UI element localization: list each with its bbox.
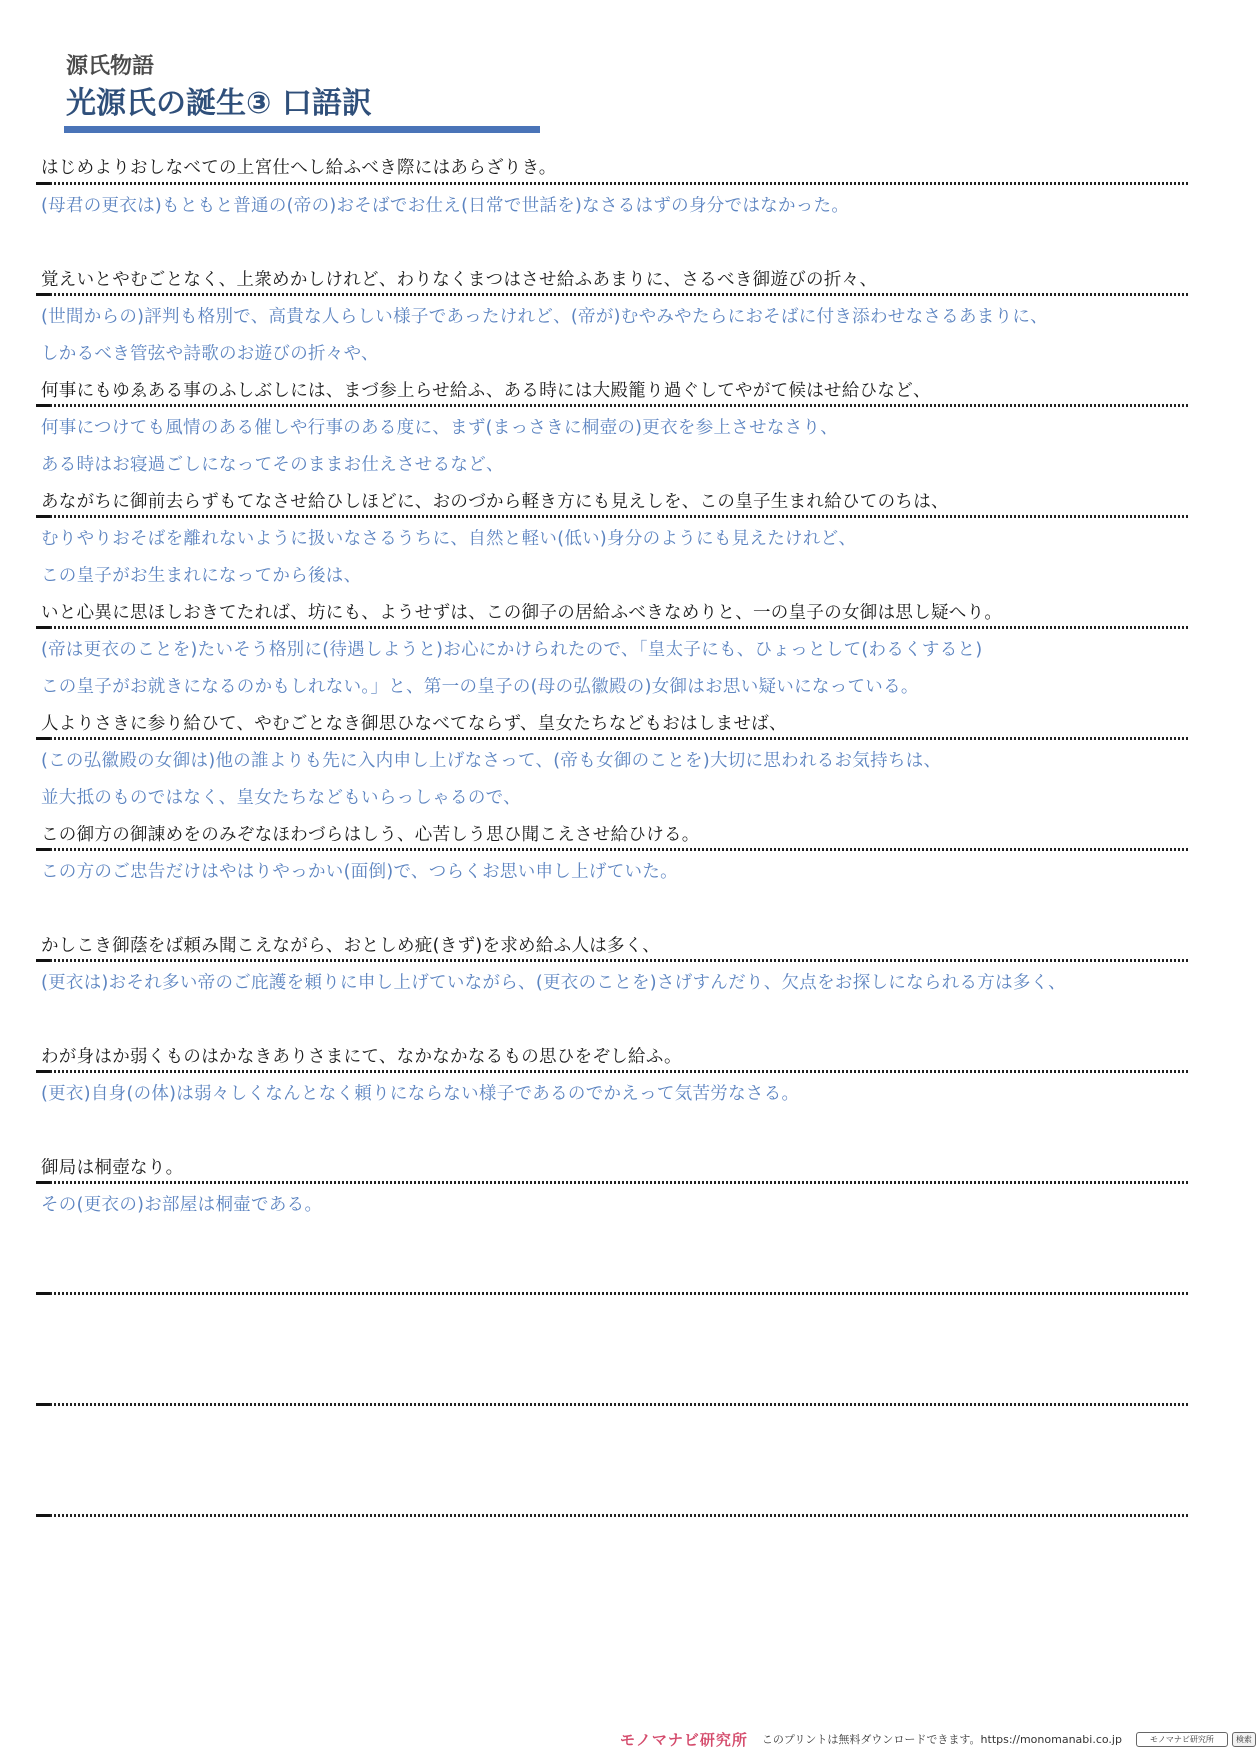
work-title: 源氏物語 [66, 54, 155, 79]
translation-line: しかるべき管弦や詩歌のお遊びの折々や、 [41, 344, 379, 364]
translation-line: (この弘徽殿の女御は)他の誰よりも先に入内申し上げなさって、(帝も女御のことを)大切に思われるお気持ちは、 [41, 751, 942, 771]
original-line: いと心異に思ほしおきてたれば、坊にも、ようせずは、この御子の居給ふべきなめりと、一の皇子の女御は思し疑へり。 [41, 603, 1003, 623]
translation-line: この方のご忠告だけはやはりやっかい(面倒)で、つらくお思い申し上げていた。 [41, 862, 678, 882]
translation-line: (母君の更衣は)もともと普通の(帝の)おそばでお仕え(日常で世話を)なさるはずの身分ではなかった。 [41, 196, 850, 216]
dotted-rule [36, 515, 1189, 518]
search-button: 検索 [1232, 1732, 1256, 1747]
dotted-rule [36, 626, 1189, 629]
dotted-rule [36, 1292, 1189, 1295]
translation-line: この皇子がお生まれになってから後は、 [41, 566, 362, 586]
dotted-rule [36, 848, 1189, 851]
original-line: かしこき御蔭をば頼み聞こえながら、おとしめ疵(きず)を求め給ふ人は多く、 [41, 936, 661, 956]
footer [620, 1726, 1256, 1752]
translation-line: (更衣は)おそれ多い帝のご庇護を頼りに申し上げていながら、(更衣のことを)さげすんだり、欠点をお探しになられる方は多く、 [41, 973, 1066, 993]
dotted-rule [36, 959, 1189, 962]
translation-line: 並大抵のものではなく、皇女たちなどもいらっしゃるので、 [41, 788, 521, 808]
translation-line: 何事につけても風情のある催しや行事のある度に、まず(まっさきに桐壺の)更衣を参上させなさり、 [41, 418, 839, 438]
original-line: 何事にもゆゑある事のふしぶしには、まづ参上らせ給ふ、ある時には大殿籠り過ぐしてやがて候はせ給ひなど、 [41, 381, 931, 401]
original-line: わが身はか弱くものはかなきありさまにて、なかなかなるもの思ひをぞし給ふ。 [41, 1047, 682, 1067]
publisher-logo: モノマナビ研究所 [620, 1730, 748, 1749]
original-line: 覚えいとやむごとなく、上衆めかしけれど、わりなくまつはさせ給ふあまりに、さるべき御遊びの折々、 [41, 270, 878, 290]
original-line: この御方の御諌めをのみぞなほわづらはしう、心苦しう思ひ聞こえさせ給ひける。 [41, 825, 700, 845]
translation-line: (帝は更衣のことを)たいそう格別に(待遇しようと)お心にかけられたので、「皇太子にも、ひょっとして(わるくすると) [41, 640, 983, 660]
dotted-rule [36, 1514, 1189, 1517]
dotted-rule [36, 737, 1189, 740]
translation-line: ある時はお寝過ごしになってそのままお仕えさせるなど、 [41, 455, 504, 475]
translation-line: むりやりおそばを離れないように扱いなさるうちに、自然と軽い(低い)身分のようにも見えたけれど、 [41, 529, 857, 549]
translation-line: この皇子がお就きになるのかもしれない。」と、第一の皇子の(母の弘徽殿の)女御はお思い疑いになっている。 [41, 677, 919, 697]
original-line: 人よりさきに参り給ひて、やむごとなき御思ひなべてならず、皇女たちなどもおはしませば、 [41, 714, 787, 734]
download-note[interactable]: このプリントは無料ダウンロードできます。https://monomanabi.co.jp [761, 1733, 1122, 1746]
translation-line: その(更衣の)お部屋は桐壷である。 [41, 1195, 323, 1215]
title-underline [64, 126, 540, 133]
dotted-rule [36, 293, 1189, 296]
dotted-rule [36, 182, 1189, 185]
dotted-rule [36, 1403, 1189, 1406]
dotted-rule [36, 1070, 1189, 1073]
header [66, 52, 372, 124]
original-line: はじめよりおしなべての上宮仕へし給ふべき際にはあらざりき。 [41, 158, 557, 178]
translation-line: (更衣)自身(の体)は弱々しくなんとなく頼りにならない様子であるのでかえって気苦労なさる。 [41, 1084, 800, 1104]
original-line: あながちに御前去らずもてなさせ給ひしほどに、おのづから軽き方にも見えしを、この皇子生まれ給ひてのちは、 [41, 492, 949, 512]
dotted-rule [36, 1181, 1189, 1184]
search-box: モノマナビ研究所 [1136, 1732, 1228, 1747]
translation-line: (世間からの)評判も格別で、高貴な人らしい様子であったけれど、(帝が)むやみやたらにおそばに付き添わせなさるあまりに、 [41, 307, 1048, 327]
original-line: 御局は桐壺なり。 [41, 1158, 184, 1178]
page-title: 光源氏の誕生③ 口語訳 [66, 86, 372, 121]
dotted-rule [36, 404, 1189, 407]
